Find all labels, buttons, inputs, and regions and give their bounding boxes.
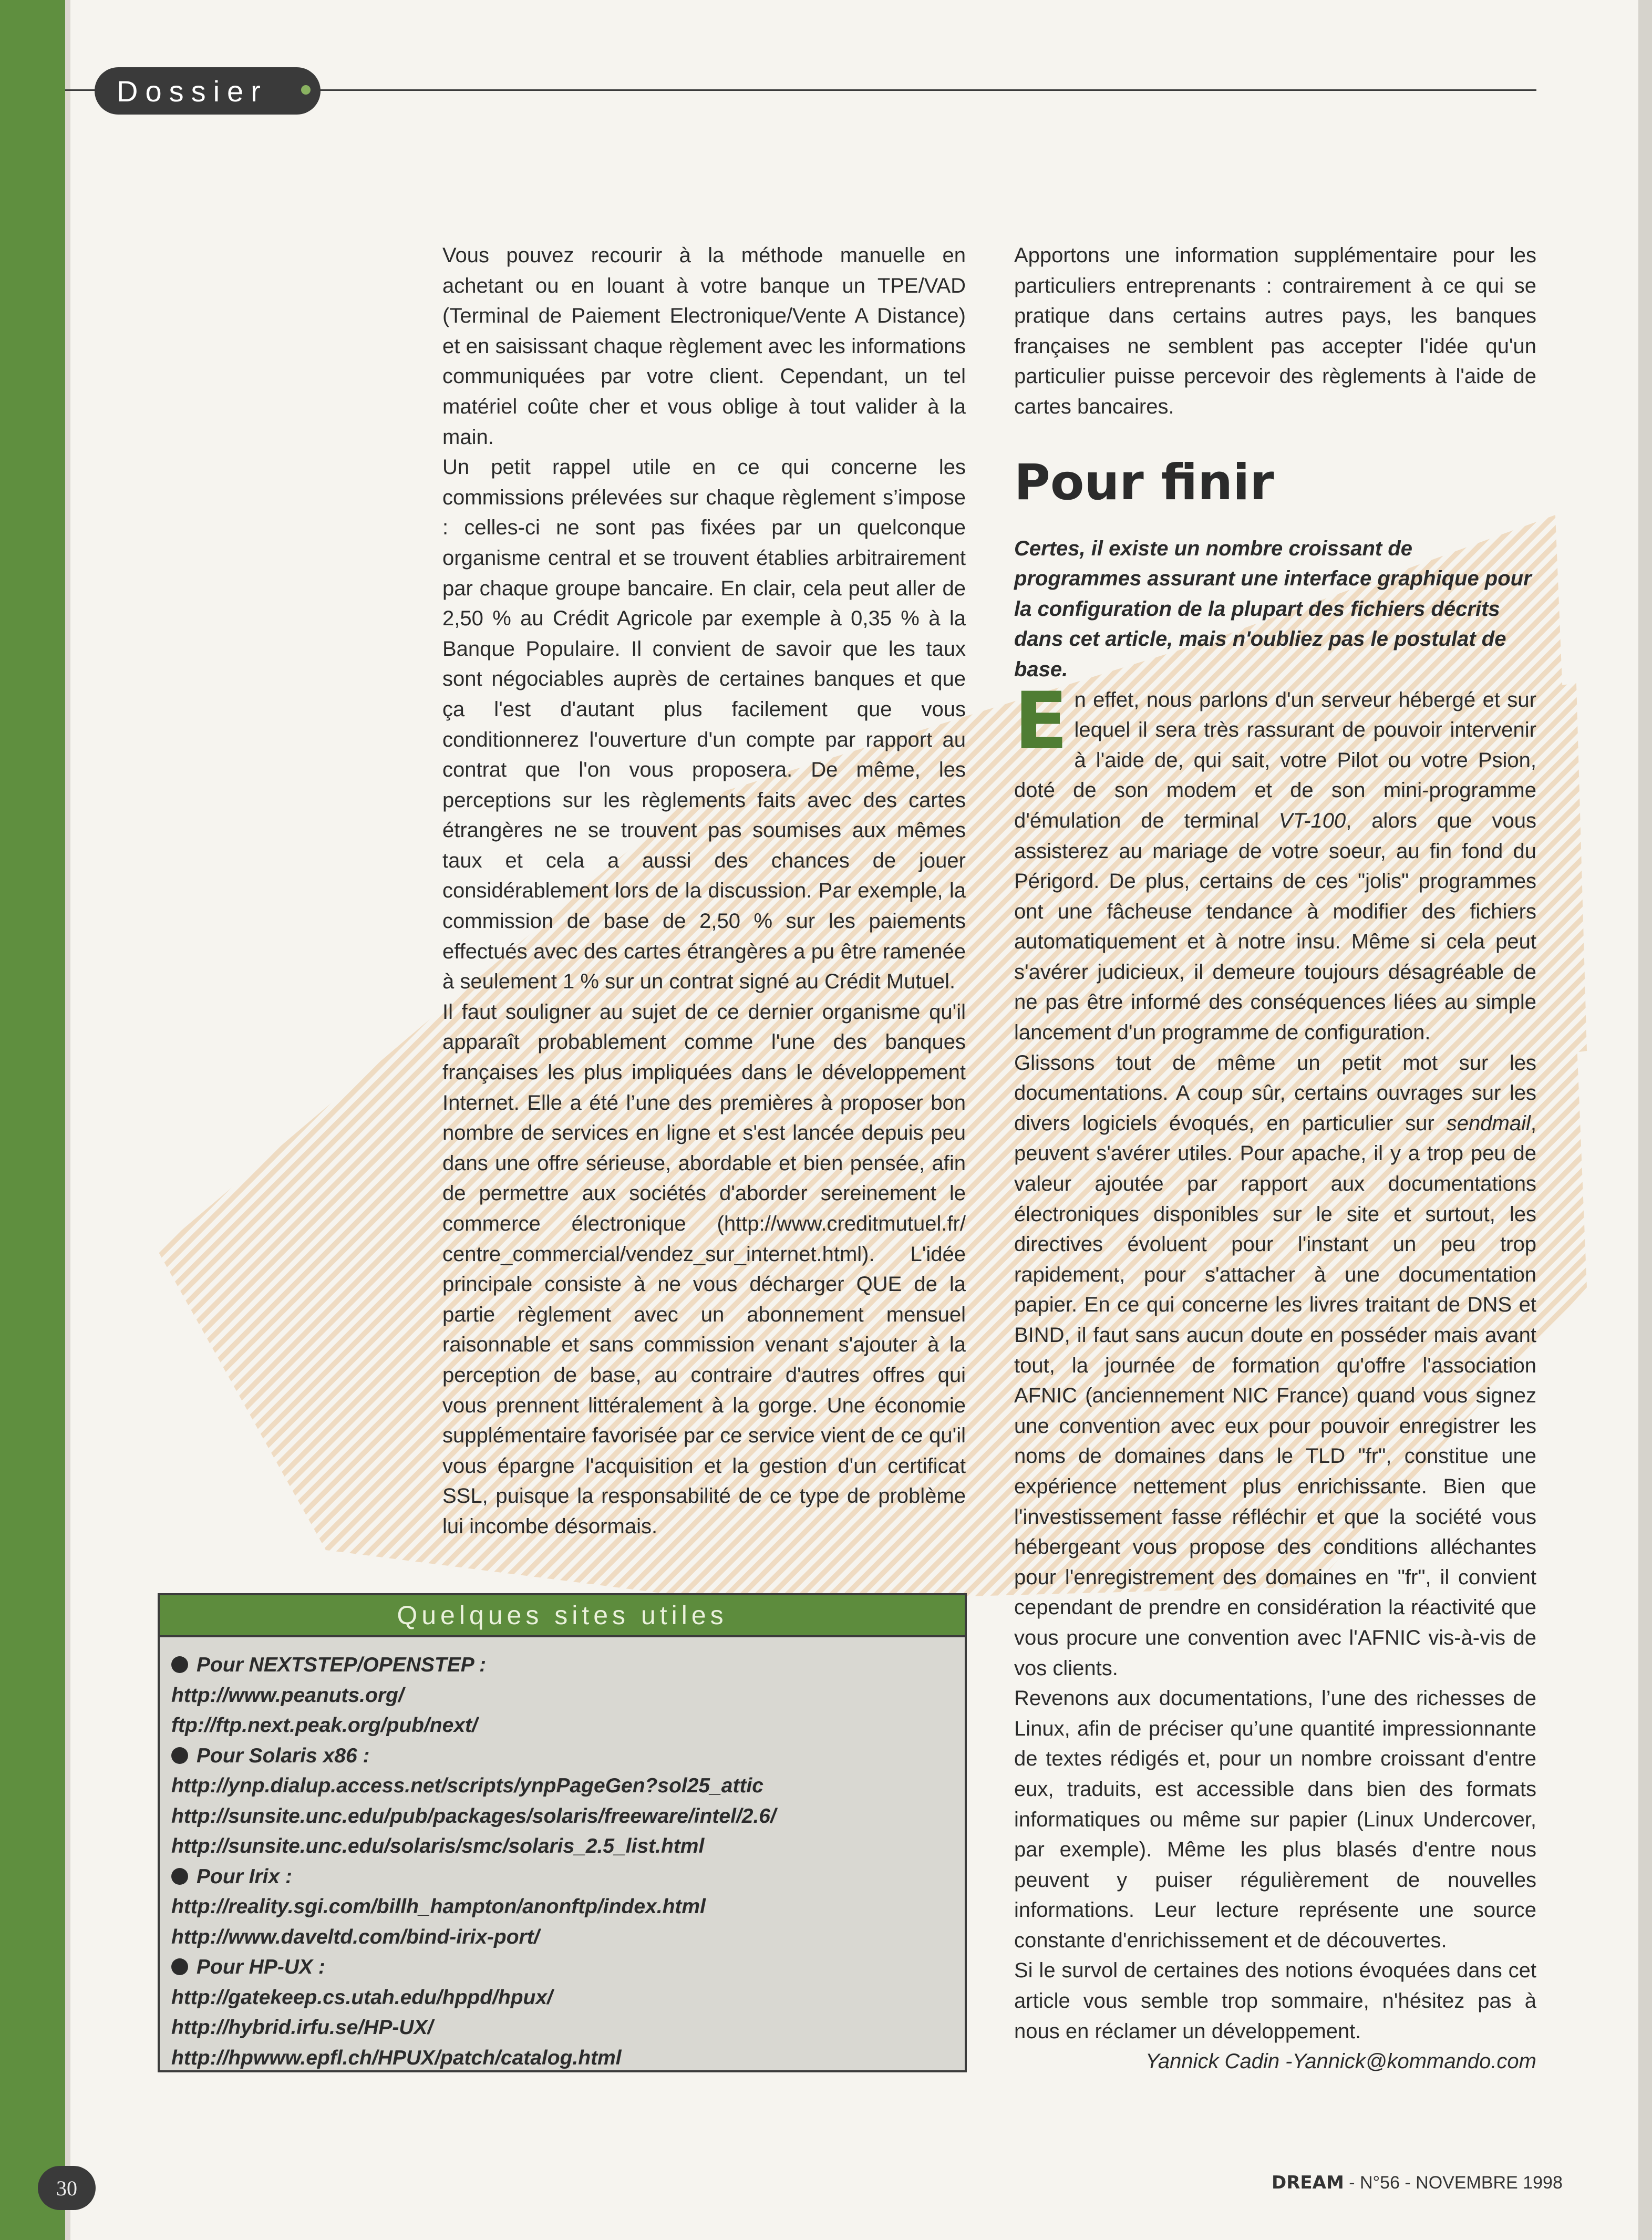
body-paragraph: Revenons aux documentations, l’une des richesses de Linux, afin de préciser qu’une quantité impressionnante de textes rédigés et, pour un nombre croissant d'entre eux, traduits, est accessible dans bien des formats informatiques ou même sur papier (Linux Undercover, par exemple). Même les plus blasés d'entre nous peuvent y puiser régulièrement de nouvelles informations. Leur lecture représente une source constante d'enrichissement et de découvertes. (1014, 1687, 1536, 1952)
drop-cap: E (1014, 675, 1068, 767)
platform-heading (171, 1952, 965, 1983)
bullet-icon (171, 1656, 188, 1673)
entry-text: http://reality.sgi.com/billh_hampton/anonftp/index.html (171, 1895, 706, 1918)
entry-text: http://hybrid.irfu.se/HP-UX/ (171, 2016, 433, 2039)
right-column (1014, 241, 1536, 2077)
entry-text: http://www.peanuts.org/ (171, 1684, 404, 1707)
platform-heading (171, 1862, 965, 1892)
box-title: Quelques sites utiles (160, 1595, 965, 1637)
site-link[interactable] (171, 1922, 965, 1953)
software-name: sendmail (1446, 1111, 1531, 1135)
text-span: Glissons tout de même un petit mot sur les documentations. A coup sûr, certains ouvrages sur les divers logiciels évoqués, en particulier sur (1014, 1051, 1536, 1135)
page-footer (1272, 2172, 1563, 2193)
body-paragraph: Un petit rappel utile en ce qui concerne les commissions prélevées sur chaque règlement s’impose : celles-ci ne sont pas fixées par un quelconque organisme central et se trouvent établies arbitrairement par chaque groupe bancaire. En clair, cela peut aller de 2,50 % au Crédit Agricole par exemple à 0,35 % à la Banque Populaire. Il convient de savoir que les taux sont négociables auprès de certaines banques et que ça l'est d'autant plus facilement que vous conditionnerez l'ouverture d'un compte par rapport au contrat que l'on vous proposera. De même, les perceptions sur les règlements faits avec des cartes étrangères ne se trouvent pas soumises aux mêmes taux et cela a aussi des chances de jouer considérablement lors de la discussion. Par exemple, la commission de base de 2,50 % sur les paiements effectués avec des cartes étrangères a pu être ramenée à seulement 1 % sur un contrat signé au Crédit Mutuel. (442, 456, 966, 994)
intro-paragraph: Apportons une information supplémentaire pour les particuliers entreprenants : contrairement à ce qui se pratique dans certains autres pays, les banques françaises ne semblent pas accepter l'idée qu'un particulier puisse percevoir des règlements à l'aide de cartes bancaires. (1014, 244, 1536, 418)
entry-text: http://hpwww.epfl.ch/HPUX/patch/catalog.html (171, 2046, 622, 2069)
section-heading: Pour finir (1014, 453, 1274, 511)
site-link[interactable] (171, 1710, 965, 1741)
useful-sites-box (158, 1593, 967, 2072)
entry-text: Pour NEXTSTEP/OPENSTEP : (197, 1654, 487, 1676)
magazine-name: DREAM (1272, 2172, 1344, 2193)
badge-dot-icon (301, 85, 311, 95)
platform-heading (171, 1650, 965, 1680)
site-link[interactable] (171, 1983, 965, 2013)
entry-text: http://sunsite.unc.edu/solaris/smc/solaris_2.5_list.html (171, 1835, 705, 1857)
site-link[interactable] (171, 1831, 965, 1862)
entry-text: ftp://ftp.next.peak.org/pub/next/ (171, 1714, 478, 1737)
entry-text: http://sunsite.unc.edu/pub/packages/solaris/freeware/intel/2.6/ (171, 1804, 776, 1828)
entry-text: Pour Solaris x86 : (197, 1744, 370, 1767)
site-link[interactable] (171, 1771, 965, 1801)
body-paragraph: Si le survol de certaines des notions évoquées dans cet article vous semble trop sommaire, n'hésitez pas à nous en réclamer un développement. (1014, 1959, 1536, 2043)
bullet-icon (171, 1868, 188, 1885)
bullet-icon (171, 1958, 188, 1975)
section-badge (95, 67, 321, 115)
body-paragraph (1014, 675, 1536, 1048)
entry-text: Pour Irix : (197, 1865, 293, 1888)
body-paragraph (1014, 1048, 1536, 1684)
body-paragraph: Vous pouvez recourir à la méthode manuelle en achetant ou en louant à votre banque un TPE/VAD (Terminal de Paiement Electronique/Vente A Distance) et en saisissant chaque règlement avec les informations communiquées par votre client. Cependant, un tel matériel coûte cher et vous oblige à tout valider à la main. (442, 244, 966, 449)
body-paragraph: Il faut souligner au sujet de ce dernier organisme qu'il apparaît probablement comme l'une des banques françaises les plus impliquées dans le développement Internet. Elle a été l’une des premières à proposer bon nombre de services en ligne et s'est lancée depuis peu dans une offre sérieuse, abordable et bien pensée, afin de permettre aux sociétés d'aborder sereinement le commerce électronique (http://www.creditmutuel.fr/ centre_commercial/vendez_sur_internet.html). L'idée principale consiste à ne vous décharger QUE de la partie règlement avec un abonnement mensuel raisonnable et sans commission venant s'ajouter à la perception de base, au contraire d'autres offres qui vous prennent littéralement à la gorge. Une économie supplémentaire favorisée par ce service vient de ce qu'il vous épargne l'acquisition et la gestion d'un certificat SSL, puisque la responsabilité de ce type de problème lui incombe désormais. (442, 1000, 966, 1538)
site-link[interactable] (171, 2043, 965, 2073)
bullet-icon (171, 1747, 188, 1764)
sites-list (160, 1637, 965, 2073)
text-span: n effet, nous parlons d'un serveur hébergé et sur lequel il sera très rassurant de pouvoir intervenir à l'aide de, qui sait, votre Pilot ou votre Psion, doté de son modem et de son mini-programme d'émulation de terminal (1014, 688, 1536, 832)
entry-text: http://www.daveltd.com/bind-irix-port/ (171, 1925, 540, 1948)
entry-text: Pour HP-UX : (197, 1956, 325, 1978)
site-link[interactable] (171, 1801, 965, 1832)
issue-info: - N°56 - NOVEMBRE 1998 (1349, 2173, 1563, 2193)
left-column (442, 241, 966, 1542)
site-link[interactable] (171, 1892, 965, 1922)
lead-paragraph: Certes, il existe un nombre croissant de programmes assurant une interface graphique pour la configuration de la plupart des fichiers décrits dans cet article, mais n'oubliez pas le postulat de base. (1014, 536, 1532, 681)
terminal-name: VT-100 (1278, 809, 1346, 832)
text-span: , peuvent s'avérer utiles. Pour apache, il y a trop peu de valeur ajoutée par rapport aux documentations électroniques disponibles sur le site et surtout, les directives évoluent pour l'instant un peu trop rapidement, pour s'attacher à une documentation papier. En ce qui concerne les livres traitant de DNS et BIND, il faut sans aucun doute en posséder mais avant tout, la journée de formation qu'offre l'association AFNIC (anciennement NIC France) quand vous signez une convention avec eux pour pouvoir enregistrer les noms de domaines dans le TLD "fr", constitue une expérience nettement plus enrichissante. Bien que l'investissement fasse réfléchir et que la société vous hébergeant vous propose des conditions alléchantes pour l'enregistrement des domaines en "fr", il convient cependant de prendre en considération la réactivité que vous procure une convention avec l'AFNIC vis-à-vis de vos clients. (1014, 1111, 1536, 1680)
site-link[interactable] (171, 1680, 965, 1711)
platform-heading (171, 1741, 965, 1771)
text-span: , alors que vous assisterez au mariage de votre soeur, au fin fond du Périgord. De plus, certains de ces "jolis" programmes ont une fâcheuse tendance à modifier des fichiers automatiquement et à notre insu. Même si cela peut s'avérer judicieux, il demeure toujours désagréable de ne pas être informé des conséquences liées au simple lancement d'un programme de configuration. (1014, 809, 1536, 1045)
entry-text: http://gatekeep.cs.utah.edu/hppd/hpux/ (171, 1986, 553, 2009)
entry-text: http://ynp.dialup.access.net/scripts/ynpPageGen?sol25_attic (171, 1774, 763, 1797)
page-number: 30 (38, 2166, 96, 2210)
author-signature: Yannick Cadin -Yannick@kommando.com (1145, 2050, 1536, 2073)
site-link[interactable] (171, 2012, 965, 2043)
section-label: Dossier (117, 74, 268, 108)
